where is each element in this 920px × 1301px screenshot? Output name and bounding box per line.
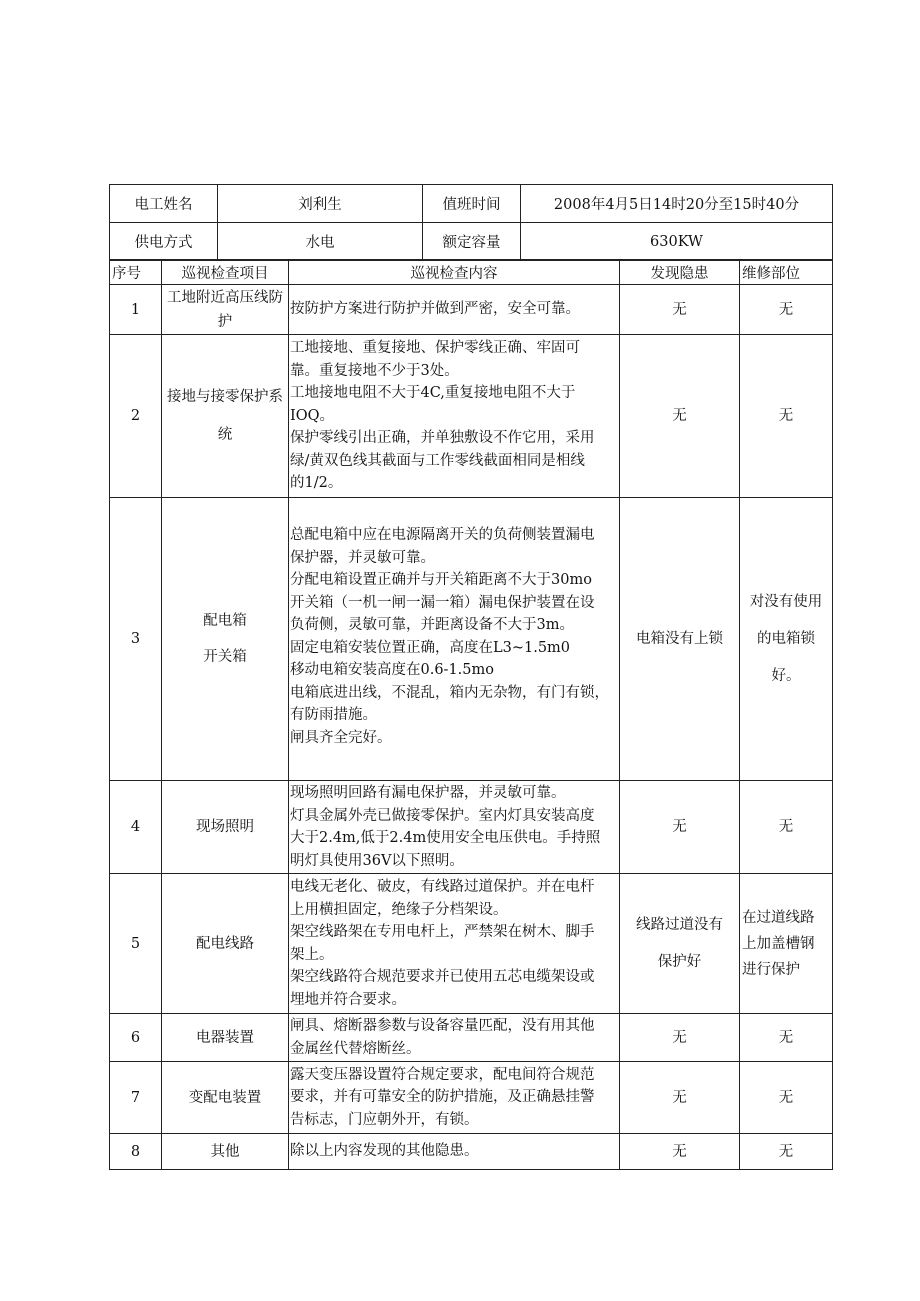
content-line: 明灯具使用36V以下照明。 bbox=[290, 852, 464, 869]
item-line: 工地附近高压线防 bbox=[167, 289, 283, 306]
item-line: 电器装置 bbox=[196, 1029, 254, 1046]
content-line: 分配电箱设置正确并与开关箱距离不大于30mo bbox=[290, 572, 592, 588]
row-item bbox=[162, 498, 289, 781]
row-hazard: 电箱没有上锁 bbox=[620, 498, 740, 781]
content-line: 负荷侧，灵敏可靠，并距离设备不大于3m。 bbox=[290, 617, 574, 633]
row-repair: 无 bbox=[740, 781, 833, 874]
electrician-name: 刘利生 bbox=[218, 185, 423, 223]
hazard-line: 保护好 bbox=[657, 953, 702, 970]
row-number: 8 bbox=[110, 1134, 162, 1170]
hazard-line: 线路过道没有 bbox=[636, 916, 723, 933]
row-content bbox=[289, 1134, 620, 1170]
row-number: 5 bbox=[110, 874, 162, 1014]
table-row bbox=[110, 1134, 833, 1170]
item-line: 变配电装置 bbox=[188, 1089, 262, 1106]
content-line: 架上。 bbox=[290, 946, 334, 963]
row-hazard: 无 bbox=[620, 1062, 740, 1134]
repair-line: 好。 bbox=[771, 667, 801, 684]
row-repair: 无 bbox=[740, 1062, 833, 1134]
row-item bbox=[162, 1062, 289, 1134]
content-line: 告标志，门应朝外开，有锁。 bbox=[290, 1111, 479, 1128]
power-mode-value: 水电 bbox=[218, 223, 423, 261]
content-line: 金属丝代替熔断丝。 bbox=[290, 1040, 421, 1057]
table-row bbox=[110, 285, 833, 335]
content-line: 工地接地、重复接地、保护零线正确、牢固可 bbox=[290, 340, 580, 357]
repair-line: 在过道线路 bbox=[742, 909, 815, 926]
table-row bbox=[110, 1062, 833, 1134]
content-line: 电线无老化、破皮，有线路过道保护。并在电杆 bbox=[290, 879, 595, 895]
content-line: 架空线路架在专用电杆上，严禁架在树木、脚手 bbox=[290, 924, 595, 940]
col-content-header: 巡视检查内容 bbox=[289, 260, 620, 285]
inspection-table bbox=[109, 259, 833, 1170]
row-repair: 无 bbox=[740, 1134, 833, 1170]
duty-time-value: 2008年4月5日14时20分至15时40分 bbox=[521, 185, 833, 223]
item-line: 开关箱 bbox=[203, 649, 247, 665]
item-line: 其他 bbox=[210, 1143, 240, 1160]
rated-capacity-label: 额定容量 bbox=[423, 223, 521, 261]
table-row bbox=[110, 335, 833, 498]
column-header-row bbox=[110, 260, 833, 285]
content-line: 要求，并有可靠安全的防护措施，及正确悬挂警 bbox=[290, 1089, 595, 1106]
content-line: 保护器，并灵敏可靠。 bbox=[290, 549, 435, 566]
content-line: 按防护方案进行防护并做到严密，安全可靠。 bbox=[290, 301, 580, 318]
repair-line: 上加盖槽钢 bbox=[742, 935, 815, 952]
electrician-label: 电工姓名 bbox=[110, 185, 218, 223]
row-number: 2 bbox=[110, 335, 162, 498]
content-line: 闸具、熔断器参数与设备容量匹配，没有用其他 bbox=[290, 1018, 595, 1034]
content-line: 开关箱（一机一闸一漏一箱）漏电保护装置在设 bbox=[290, 594, 595, 611]
repair-line: 进行保护 bbox=[742, 961, 800, 978]
content-line: 保护零线引出正确，并单独敷设不作它用，采用 bbox=[290, 430, 595, 447]
col-item-header: 巡视检查项目 bbox=[162, 260, 289, 285]
row-repair: 无 bbox=[740, 1014, 833, 1062]
row-hazard: 无 bbox=[620, 781, 740, 874]
repair-line: 对没有使用 bbox=[749, 593, 823, 610]
content-line: 电箱底进出线，不混乱，箱内无杂物，有门有锁， bbox=[290, 684, 609, 701]
row-content bbox=[289, 498, 620, 781]
row-number: 7 bbox=[110, 1062, 162, 1134]
content-line: 工地接地电阻不大于4C,重复接地电阻不大于 bbox=[290, 385, 576, 402]
row-item bbox=[162, 1134, 289, 1170]
content-line: 露天变压器设置符合规定要求，配电间符合规范 bbox=[290, 1066, 595, 1083]
col-repair-header: 维修部位 bbox=[740, 260, 833, 285]
row-number: 3 bbox=[110, 498, 162, 781]
item-line: 统 bbox=[217, 427, 233, 443]
content-line: 固定电箱安装位置正确，高度在L3~1.5m0 bbox=[290, 639, 571, 656]
row-content bbox=[289, 781, 620, 874]
col-hazard-header: 发现隐患 bbox=[620, 260, 740, 285]
row-hazard: 无 bbox=[620, 1134, 740, 1170]
row-item bbox=[162, 335, 289, 498]
repair-line: 的电箱锁 bbox=[757, 630, 815, 647]
row-item bbox=[162, 874, 289, 1014]
row-repair: 无 bbox=[740, 285, 833, 335]
row-content bbox=[289, 874, 620, 1014]
header-row-1 bbox=[110, 185, 833, 223]
row-content bbox=[289, 1014, 620, 1062]
row-number: 4 bbox=[110, 781, 162, 874]
content-line: 的1/2。 bbox=[290, 475, 343, 492]
table-row bbox=[110, 1014, 833, 1062]
row-hazard: 无 bbox=[620, 285, 740, 335]
rated-capacity-value: 630KW bbox=[521, 223, 833, 261]
row-number: 1 bbox=[110, 285, 162, 335]
item-line: 配电箱 bbox=[203, 613, 247, 629]
content-line: 总配电箱中应在电源隔离开关的负荷侧装置漏电 bbox=[290, 527, 595, 543]
content-line: 移动电箱安装高度在0.6-1.5mo bbox=[290, 662, 494, 678]
duty-time-label: 值班时间 bbox=[423, 185, 521, 223]
content-line: 上用横担固定，绝缘子分档架设。 bbox=[290, 901, 508, 918]
content-line: IOQ。 bbox=[290, 407, 335, 424]
content-line: 绿/黄双色线其截面与工作零线截面相同是相线 bbox=[290, 452, 585, 469]
header-row-2 bbox=[110, 223, 833, 261]
content-line: 埋地并符合要求。 bbox=[290, 991, 406, 1008]
header-table bbox=[109, 184, 833, 261]
row-item bbox=[162, 1014, 289, 1062]
content-line: 除以上内容发现的其他隐患。 bbox=[290, 1143, 479, 1160]
row-hazard bbox=[620, 874, 740, 1014]
item-line: 现场照明 bbox=[196, 819, 254, 835]
content-line: 大于2.4m,低于2.4m使用安全电压供电。手持照 bbox=[290, 830, 601, 846]
row-repair: 无 bbox=[740, 335, 833, 498]
row-item bbox=[162, 781, 289, 874]
table-row bbox=[110, 874, 833, 1014]
content-line: 闸具齐全完好。 bbox=[290, 729, 392, 746]
row-content bbox=[289, 335, 620, 498]
item-line: 配电线路 bbox=[196, 935, 254, 952]
item-line: 护 bbox=[217, 313, 233, 330]
row-repair bbox=[740, 498, 833, 781]
table-row bbox=[110, 498, 833, 781]
content-line: 架空线路符合规范要求并已使用五芯电缆架设或 bbox=[290, 969, 595, 985]
row-repair bbox=[740, 874, 833, 1014]
item-line: 接地与接零保护系 bbox=[167, 389, 283, 405]
table-row bbox=[110, 781, 833, 874]
row-content bbox=[289, 285, 620, 335]
content-line: 灯具金属外壳已做接零保护。室内灯具安装高度 bbox=[290, 807, 595, 824]
col-no-header: 序号 bbox=[110, 260, 162, 285]
row-item bbox=[162, 285, 289, 335]
content-line: 有防雨措施。 bbox=[290, 707, 377, 723]
row-hazard: 无 bbox=[620, 335, 740, 498]
power-mode-label: 供电方式 bbox=[110, 223, 218, 261]
row-content bbox=[289, 1062, 620, 1134]
row-hazard: 无 bbox=[620, 1014, 740, 1062]
content-line: 靠。重复接地不少于3处。 bbox=[290, 362, 459, 379]
content-line: 现场照明回路有漏电保护器，并灵敏可靠。 bbox=[290, 785, 566, 801]
row-number: 6 bbox=[110, 1014, 162, 1062]
